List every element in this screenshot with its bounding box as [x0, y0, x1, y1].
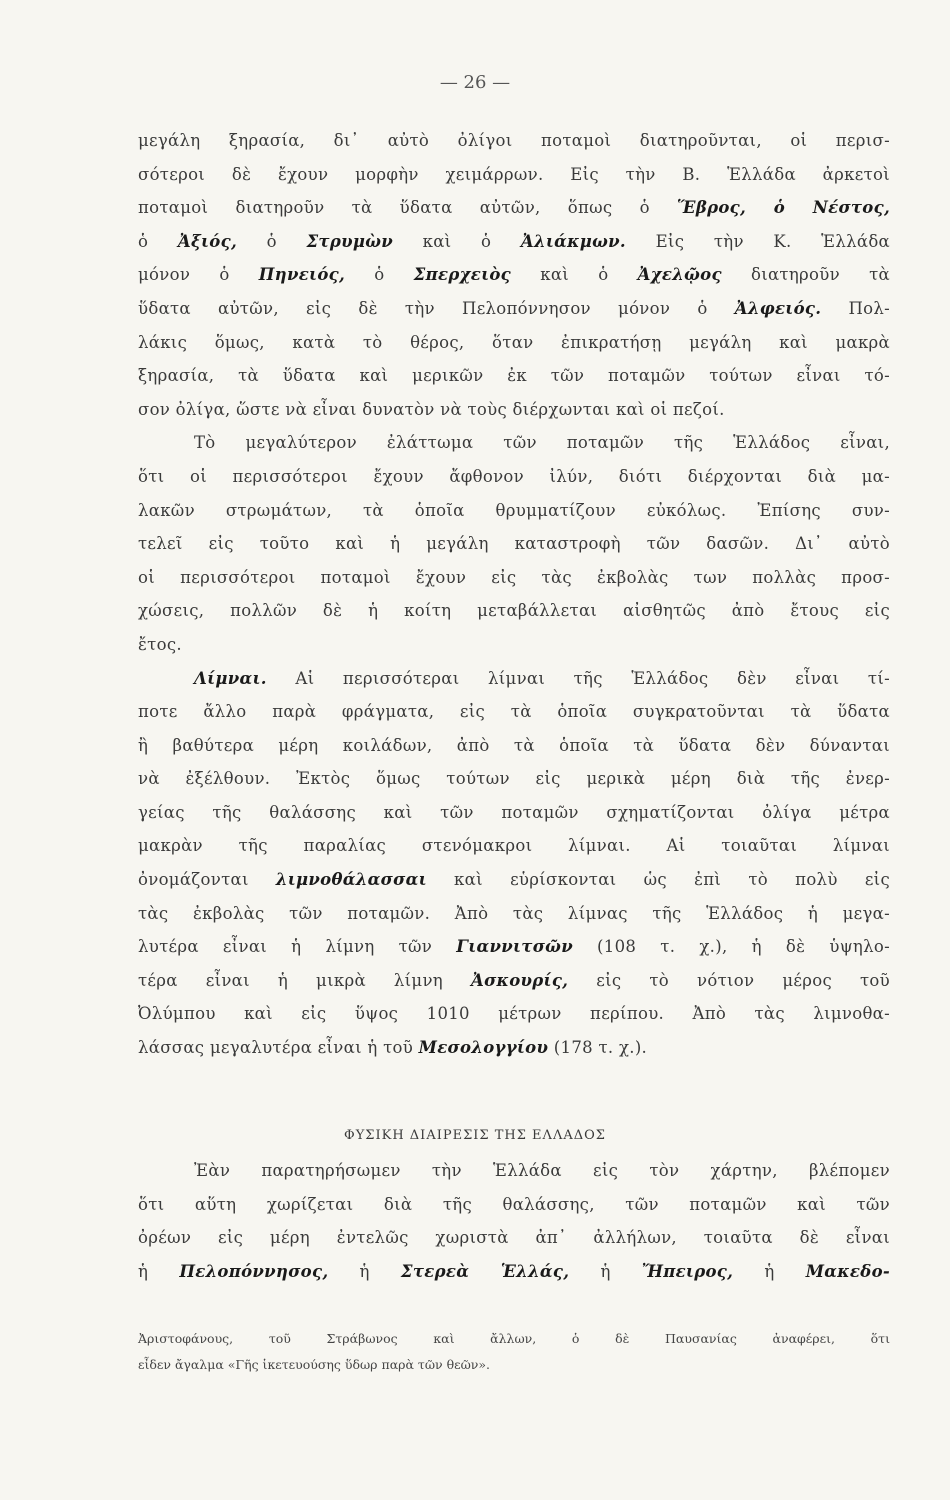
text-line [138, 796, 890, 830]
text-segment: ὁ [138, 231, 178, 251]
text-segment: οἱ περισσότεροι ποταμοὶ ἔχουν εἰς τὰς ἐκβολὰς των πολλὰς προσ- [138, 567, 890, 587]
text-segment: ὅτι οἱ περισσότεροι ἔχουν ἄφθονον ἰλύν, διότι διέρχονται διὰ μα- [138, 466, 890, 486]
text-segment: χώσεις, πολλῶν δὲ ἡ κοίτη μεταβάλλεται αἰσθητῶς ἀπὸ ἔτους εἰς [138, 601, 890, 621]
text-line [138, 359, 890, 393]
text-segment: (108 τ. χ.), ἡ δὲ ὑψηλο- [572, 937, 890, 957]
text-segment: γείας τῆς θαλάσσης καὶ τῶν ποταμῶν σχηματίζονται ὀλίγα μέτρα [138, 802, 890, 822]
bold-term: Μεσολογγίου [418, 1038, 549, 1058]
bold-term: Στερεὰ Ἑλλάς, [400, 1261, 570, 1281]
bold-term: Σπερχειὸς [413, 265, 512, 285]
text-line [138, 863, 890, 897]
text-segment: ἡ [138, 1261, 180, 1281]
text-segment: ὀρέων εἰς μέρη ἐντελῶς χωριστὰ ἀπ᾿ ἀλλήλων, τοιαῦτα δὲ εἶναι [138, 1228, 890, 1248]
text-segment: Ὀλύμπου καὶ εἰς ὕψος 1010 μέτρων περίπου. Ἀπὸ τὰς λιμνοθα- [138, 1004, 890, 1024]
bold-term: Ἕβρος, ὁ Νέστος, [677, 198, 891, 218]
bold-term: Ἀχελῷος [637, 265, 722, 285]
bold-term: Ἀλιάκμων. [520, 231, 626, 251]
text-segment: ὅτι αὕτη χωρίζεται διὰ τῆς θαλάσσης, τῶν ποταμῶν καὶ τῶν [138, 1194, 890, 1214]
text-segment: λάσσας μεγαλυτέρα εἶναι ἡ τοῦ [138, 1038, 419, 1058]
text-segment: Τὸ μεγαλύτερον ἐλάττωμα τῶν ποταμῶν τῆς Ἑλλάδος εἶναι, [194, 433, 890, 453]
text-segment: εἶδεν ἄγαλμα «Γῆς ἱκετευούσης ὕδωρ παρὰ τῶν θεῶν». [138, 1357, 491, 1372]
text-segment: Πολ- [821, 298, 890, 318]
text-line [138, 292, 890, 326]
text-line [138, 1188, 890, 1222]
bold-term: Γιαννιτσῶν [456, 937, 573, 957]
text-line [138, 695, 890, 729]
bold-term: Πηνειός, [258, 265, 346, 285]
text-segment: ἡ [733, 1261, 806, 1281]
text-segment: λακῶν στρωμάτων, τὰ ὁποῖα θρυμματίζουν εὐκόλως. Ἐπίσης συν- [138, 500, 890, 520]
text-segment: μόνον ὁ [138, 265, 259, 285]
text-segment: Αἱ περισσότεραι λίμναι τῆς Ἑλλάδος δὲν εἶναι τί- [266, 668, 890, 688]
text-line [138, 1221, 890, 1255]
bold-term: Ἀλφειός. [734, 298, 822, 318]
bold-term: Λίμναι. [194, 668, 267, 688]
text-segment: ὀνομάζονται [138, 870, 276, 890]
bold-term: Ἀσκουρίς, [470, 970, 569, 990]
text-line [138, 561, 890, 595]
text-line [138, 1031, 890, 1065]
bold-term: Στρυμὼν [306, 231, 393, 251]
text-line [138, 662, 890, 696]
text-segment: εἰς τὸ νότιον μέρος τοῦ [568, 970, 890, 990]
text-segment: τελεῖ εἰς τοῦτο καὶ ἡ μεγάλη καταστροφὴ τῶν δασῶν. Δι᾿ αὐτὸ [138, 534, 890, 554]
text-segment: ποταμοὶ διατηροῦν τὰ ὕδατα αὐτῶν, ὅπως ὁ [138, 198, 678, 218]
text-segment: ὁ [345, 265, 414, 285]
text-segment: ὁ [237, 231, 307, 251]
text-segment: ἔτος. [138, 634, 182, 654]
text-segment: Εἰς τὴν Κ. Ἑλλάδα [625, 231, 890, 251]
text-line [138, 326, 890, 360]
text-segment: καὶ ὁ [392, 231, 521, 251]
text-segment: ποτε ἄλλο παρὰ φράγματα, εἰς τὰ ὁποῖα συγκρατοῦνται τὰ ὕδατα [138, 702, 890, 722]
text-line [138, 527, 890, 561]
page-number: — 26 — [439, 72, 511, 93]
text-segment: Ἐὰν παρατηρήσωμεν τὴν Ἑλλάδα εἰς τὸν χάρτην, βλέπομεν [194, 1161, 890, 1180]
text-segment: μακρὰν τῆς παραλίας στενόμακροι λίμναι. Αἱ τοιαῦται λίμναι [138, 836, 890, 856]
text-line [138, 729, 890, 763]
text-segment: Ἀριστοφάνους, τοῦ Στράβωνος καὶ ἄλλων, ὁ δὲ Παυσανίας ἀναφέρει, ὅτι [138, 1331, 890, 1346]
text-line [138, 930, 890, 964]
text-segment: μεγάλη ξηρασία, δι᾿ αὐτὸ ὀλίγοι ποταμοὶ διατηροῦνται, οἱ περισ- [138, 131, 890, 150]
text-line [138, 964, 890, 998]
bold-term: Μακεδο- [805, 1261, 891, 1281]
text-segment: ὕδατα αὐτῶν, εἰς δὲ τὴν Πελοπόννησον μόνον ὁ [138, 298, 735, 318]
text-segment: νὰ ἐξέλθουν. Ἐκτὸς ὅμως τούτων εἰς μερικὰ μέρη διὰ τῆς ἐνερ- [138, 769, 890, 789]
text-segment: ἡ [328, 1261, 401, 1281]
text-line [138, 1255, 890, 1289]
text-segment: σότεροι δὲ ἔχουν μορφὴν χειμάρρων. Εἰς τὴν Β. Ἑλλάδα ἀρκετοὶ [138, 164, 890, 184]
text-line [138, 829, 890, 863]
bold-term: Ἀξιός, [177, 231, 237, 251]
bold-term: Πελοπόννησος, [179, 1261, 329, 1281]
text-segment: λάκις ὅμως, κατὰ τὸ θέρος, ὅταν ἐπικρατήσῃ μεγάλη καὶ μακρὰ [138, 332, 890, 352]
text-segment: σον ὀλίγα, ὥστε νὰ εἶναι δυνατὸν νὰ τοὺς διέρχωνται καὶ οἱ πεζοί. [138, 399, 725, 419]
text-line [138, 997, 890, 1031]
text-segment: (178 τ. χ.). [548, 1038, 648, 1058]
text-segment: καὶ ὁ [511, 265, 638, 285]
footnote-line [138, 1326, 890, 1352]
footnotes [138, 1326, 890, 1378]
text-line [138, 1154, 890, 1188]
text-segment: τὰς ἐκβολὰς τῶν ποταμῶν. Ἀπὸ τὰς λίμνας τῆς Ἑλλάδος ἡ μεγα- [138, 903, 890, 923]
bold-term: λιμνοθάλασσαι [275, 870, 427, 890]
text-line [138, 897, 890, 931]
text-line [138, 225, 890, 259]
text-line [138, 762, 890, 796]
text-line [138, 393, 890, 427]
text-segment: τέρα εἶναι ἡ μικρὰ λίμνη [138, 970, 471, 990]
text-line [138, 628, 890, 662]
text-line [138, 191, 890, 225]
body-text-upper [138, 124, 890, 1065]
text-segment: ἢ βαθύτερα μέρη κοιλάδων, ἀπὸ τὰ ὁποῖα τὰ ὕδατα δὲν δύνανται [138, 735, 890, 755]
section-heading: ΦΥΣΙΚΗ ΔΙΑΙΡΕΣΙΣ ΤΗΣ ΕΛΛΑΔΟΣ [344, 1128, 606, 1143]
text-line [138, 460, 890, 494]
text-line [138, 494, 890, 528]
text-segment: διατηροῦν τὰ [721, 265, 891, 285]
footnote-line [138, 1352, 890, 1378]
text-line [138, 158, 890, 192]
text-line [138, 426, 890, 460]
body-text-lower [138, 1154, 890, 1288]
text-line [138, 124, 890, 158]
text-line [138, 258, 890, 292]
text-segment: καὶ εὑρίσκονται ὡς ἐπὶ τὸ πολὺ εἰς [426, 870, 890, 890]
text-segment: ἡ [569, 1261, 642, 1281]
text-segment: ξηρασία, τὰ ὕδατα καὶ μερικῶν ἐκ τῶν ποταμῶν τούτων εἶναι τό- [138, 366, 890, 386]
text-line [138, 594, 890, 628]
bold-term: Ἤπειρος, [641, 1261, 734, 1281]
text-segment: λυτέρα εἶναι ἡ λίμνη τῶν [138, 937, 457, 957]
